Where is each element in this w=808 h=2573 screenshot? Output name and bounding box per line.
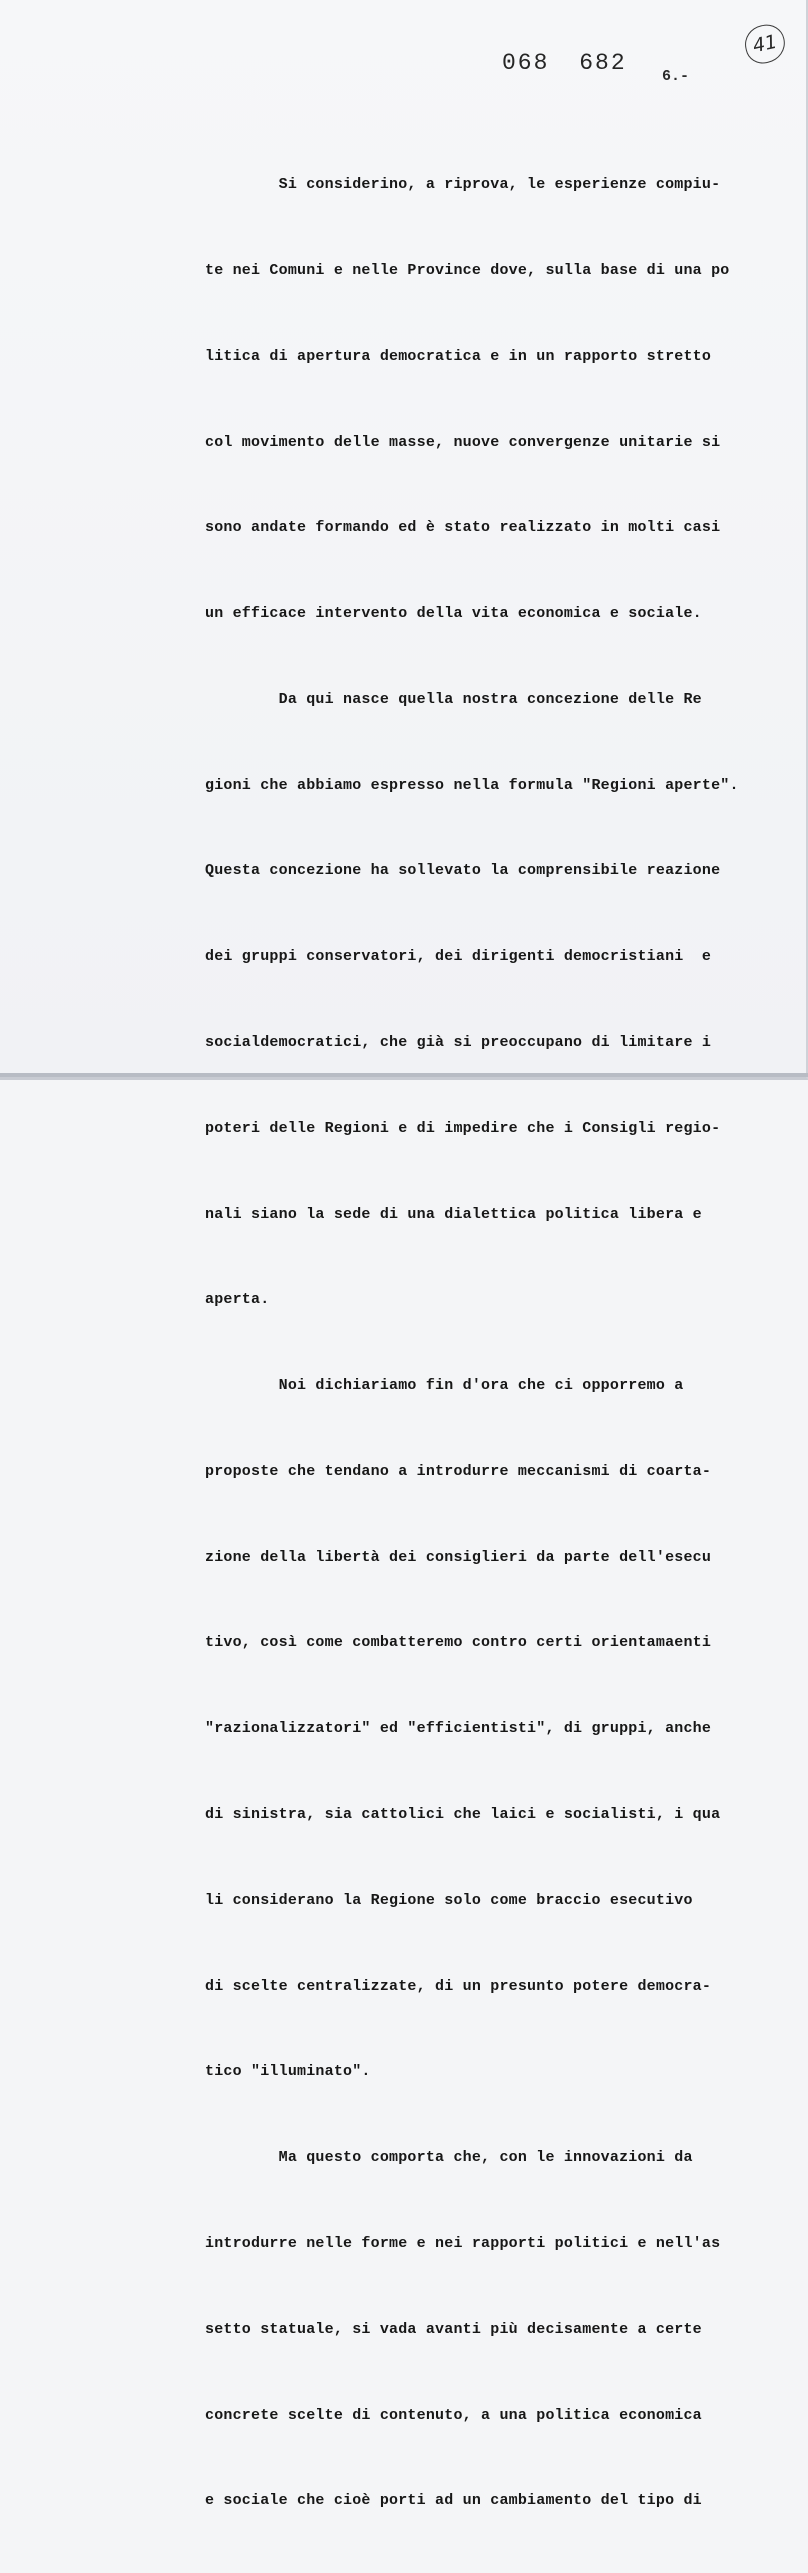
archive-number: 068 682	[502, 50, 627, 76]
text-line: tivo, così come combatteremo contro certi orientamaenti	[205, 1634, 712, 1652]
text-line: un efficace intervento della vita economica e sociale.	[205, 605, 702, 623]
text-line: Ma questo comporta che, con le innovazioni da	[205, 2149, 693, 2167]
text-line: concrete scelte di contenuto, a una politica economica	[205, 2406, 702, 2424]
text-line: poteri delle Regioni e di impedire che i Consigli regio-	[205, 1119, 721, 1137]
text-line: di scelte centralizzate, di un presunto potere democra-	[205, 1977, 712, 1995]
text-line: e sociale che cioè porti ad un cambiamento del tipo di	[205, 2492, 702, 2510]
text-line: nali siano la sede di una dialettica politica libera e	[205, 1205, 702, 1223]
text-line: setto statuale, si vada avanti più decisamente a certe	[205, 2320, 702, 2338]
text-line: col movimento delle masse, nuove convergenze unitarie si	[205, 433, 721, 451]
text-line: zione della libertà dei consiglieri da parte dell'esecu	[205, 1548, 712, 1566]
text-line: li considerano la Regione solo come braccio esecutivo	[205, 1891, 693, 1909]
text-line: Da qui nasce quella nostra concezione delle Re	[205, 690, 702, 708]
typewritten-body	[205, 114, 800, 2573]
text-line: sono andate formando ed è stato realizzato in molti casi	[205, 519, 721, 537]
text-line: te nei Comuni e nelle Province dove, sulla base di una po	[205, 261, 730, 279]
text-line: litica di apertura democratica e in un rapporto stretto	[205, 347, 712, 365]
handwritten-page-stamp: 41	[741, 21, 788, 66]
text-line: Si considerino, a riprova, le esperienze compiu-	[205, 176, 721, 194]
text-line: socialdemocratici, che già si preoccupano di limitare i	[205, 1034, 712, 1051]
text-line: aperta.	[205, 1291, 270, 1309]
text-line: Questa concezione ha sollevato la comprensibile reazione	[205, 862, 721, 880]
text-line: gioni che abbiamo espresso nella formula "Regioni aperte".	[205, 776, 739, 794]
text-line: "razionalizzatori" ed "efficientisti", di gruppi, anche	[205, 1720, 712, 1738]
text-line: Noi dichiariamo fin d'ora che ci opporremo a	[205, 1377, 684, 1395]
page-bottom-edge	[0, 1073, 808, 1077]
text-line: introdurre nelle forme e nei rapporti politici e nell'as	[205, 2234, 721, 2252]
text-line: di sinistra, sia cattolici che laici e socialisti, i qua	[205, 1806, 721, 1824]
text-line: proposte che tendano a introdurre meccanismi di coarta-	[205, 1462, 712, 1480]
text-line: tico "illuminato".	[205, 2063, 371, 2081]
text-line: dei gruppi conservatori, dei dirigenti democristiani e	[205, 948, 712, 966]
page-number: 6.-	[662, 68, 690, 85]
